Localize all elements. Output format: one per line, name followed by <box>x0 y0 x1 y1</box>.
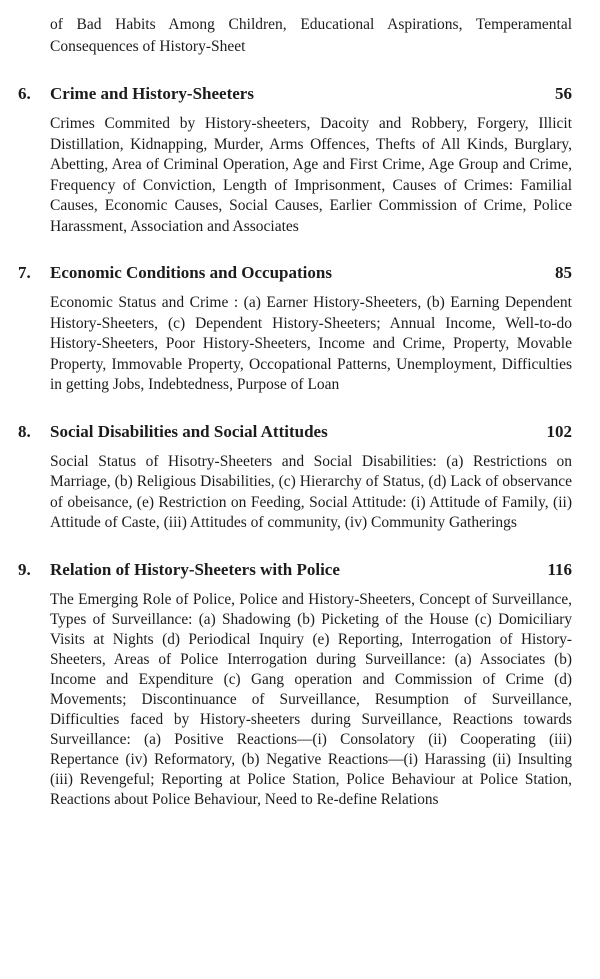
chapter-page-number: 116 <box>547 559 572 579</box>
chapter-page-number: 85 <box>555 263 572 282</box>
chapter-title: Crime and History-Sheeters <box>50 84 254 103</box>
chapter-number: 7. <box>18 263 31 282</box>
chapter-number: 9. <box>18 559 31 579</box>
chapter-entry-6 <box>18 84 572 237</box>
continued-description: of Bad Habits Among Children, Educational Aspirations, Temperamental Consequences of History-Sheet <box>50 16 572 55</box>
chapter-entry-9 <box>18 559 572 810</box>
chapter-heading[interactable] <box>18 560 572 580</box>
chapter-page-number: 102 <box>546 421 572 441</box>
chapter-heading[interactable] <box>18 84 572 104</box>
chapter-entry-8 <box>18 421 572 534</box>
chapter-heading[interactable] <box>18 422 572 442</box>
chapter-description: Social Status of Hisotry-Sheeters and Social Disabilities: (a) Restrictions on Marriage, (b) Religious Disabilities, (c) Hierarchy of Status, (d) Lack of observance of obeisance, (e) Restriction on Feeding, Social Attitude: (i) Attitude of Family, (ii) Attitude of Caste, (iii) Attitudes of community, (iv) Community Gatherings <box>50 452 572 531</box>
chapter-entry-7 <box>18 263 572 396</box>
chapter-number: 6. <box>18 84 31 103</box>
chapter-title: Relation of History-Sheeters with Police <box>50 559 340 579</box>
chapter-description: Economic Status and Crime : (a) Earner History-Sheeters, (b) Earning Dependent History-Sheeters, (c) Dependent History-Sheeters; Annual Income, Well-to-do History-Sheeters, Poor History-Sheeters, Income and Crime, Property, Movable Property, Immovable Property, Occopational Patterns, Unemployment, Difficulties in getting Jobs, Indebtedness, Purpose of Loan <box>50 294 572 393</box>
chapter-number: 8. <box>18 421 31 441</box>
chapter-page-number: 56 <box>555 84 572 103</box>
chapter-title: Social Disabilities and Social Attitudes <box>50 421 328 441</box>
chapter-description: The Emerging Role of Police, Police and History-Sheeters, Concept of Surveillance, Types of Surveillance: (a) Shadowing (b) Picketing of the House (c) Domiciliary Visits at Nights (d) Periodical Inquiry (e) Reporting, Interrogation of History-Sheeters, Areas of Police Interrogation during Surveillance: (a) Associates (b) Income and Expenditure (c) Gang operation and Commission of Crime (d) Movements; Discontinuance of Surveillance, Resumption of Surveillance, Difficulties faced by History-sheeters during Surveillance, Reactions towards Surveillance: (a) Positive Reactions—(i) Consolatory (ii) Cooperating (iii) Repertance (iv) Reformatory, (b) Negative Reactions—(i) Harassing (ii) Insulting (iii) Revengeful; Reporting at Police Station, Police Behaviour at Police Station, Reactions about Police Behaviour, Need to Re-define Relations <box>50 590 572 808</box>
chapter-heading[interactable] <box>18 263 572 283</box>
chapter-description: Crimes Commited by History-sheeters, Dacoity and Robbery, Forgery, Illicit Distillation, Kidnapping, Murder, Arms Offences, Thefts of All Kinds, Burglary, Abetting, Area of Criminal Operation, Age and First Crime, Age Group and Crime, Frequency of Conviction, Length of Imprisonment, Causes of Crimes: Familial Causes, Economic Causes, Social Causes, Earlier Commission of Crime, Police Harassment, Association and Associates <box>50 115 572 235</box>
chapter-title: Economic Conditions and Occupations <box>50 263 332 282</box>
